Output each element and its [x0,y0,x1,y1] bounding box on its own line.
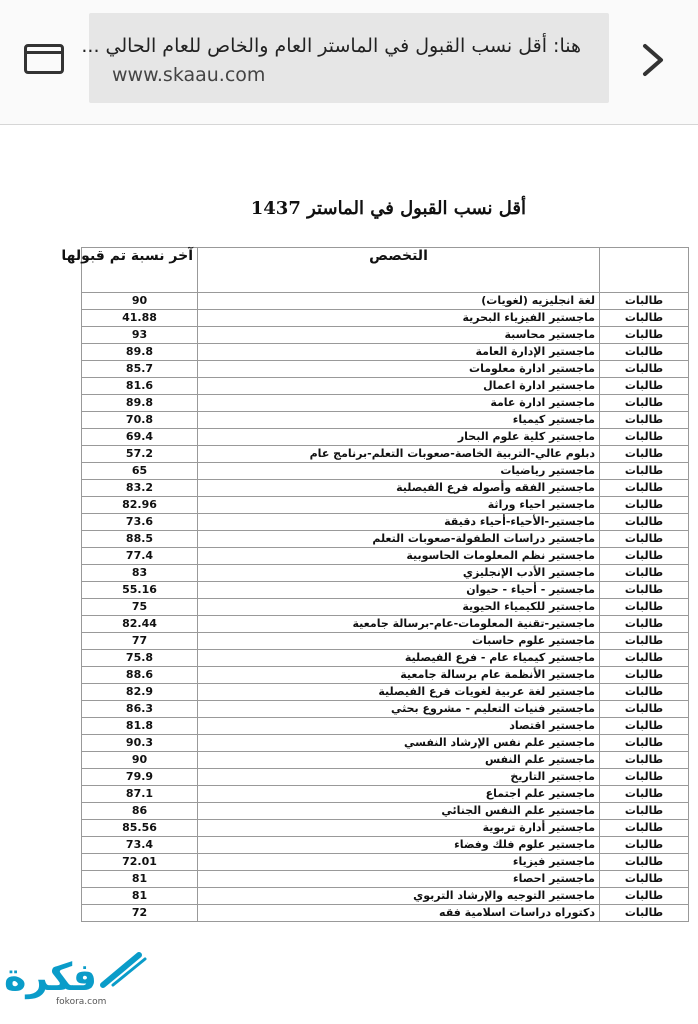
specialization-cell: ماجستير الإدارة العامة [198,344,600,361]
table-row [82,497,689,514]
browser-toolbar [0,0,698,125]
table-row [82,905,689,922]
category-cell: طالبات [600,769,689,786]
table-row [82,565,689,582]
category-cell: طالبات [600,463,689,480]
specialization-cell: ماجستير كلية علوم البحار [198,429,600,446]
table-row [82,344,689,361]
table-row [82,871,689,888]
table-row [82,803,689,820]
document-title: أقل نسب القبول في الماستر 1437 [250,198,526,219]
category-cell: طالبات [600,888,689,905]
percentage-cell: 82.96 [82,497,198,514]
category-cell: طالبات [600,735,689,752]
category-cell: طالبات [600,565,689,582]
category-cell: طالبات [600,667,689,684]
specialization-cell: ماجستير علوم حاسبات [198,633,600,650]
percentage-cell: 57.2 [82,446,198,463]
table-row [82,514,689,531]
fikra-logo [4,955,154,1015]
specialization-cell: ماجستير الأدب الإنجليزي [198,565,600,582]
table-row [82,599,689,616]
percentage-cell: 93 [82,327,198,344]
table-row [82,837,689,854]
percentage-cell: 82.9 [82,684,198,701]
table-row [82,361,689,378]
address-bar[interactable] [81,13,609,103]
percentage-cell: 77.4 [82,548,198,565]
percentage-cell: 89.8 [82,344,198,361]
percentage-cell: 82.44 [82,616,198,633]
category-cell: طالبات [600,650,689,667]
percentage-cell: 81 [82,871,198,888]
header-last-percentage: آخر نسبة تم قبولها [82,248,198,293]
category-cell: طالبات [600,446,689,463]
category-cell: طالبات [600,752,689,769]
percentage-cell: 88.6 [82,667,198,684]
specialization-cell: لغة انجليزيه (لغويات) [198,293,600,310]
specialization-cell: ماجستير علم النفس الجنائي [198,803,600,820]
category-cell: طالبات [600,820,689,837]
table-row [82,429,689,446]
specialization-cell: ماجستير علم نفس الإرشاد النفسي [198,735,600,752]
percentage-cell: 86 [82,803,198,820]
percentage-cell: 87.1 [82,786,198,803]
table-row [82,633,689,650]
table-row [82,888,689,905]
category-cell: طالبات [600,310,689,327]
table-row [82,531,689,548]
specialization-cell: ماجستير أدارة تربوية [198,820,600,837]
percentage-cell: 65 [82,463,198,480]
table-row [82,293,689,310]
percentage-cell: 75.8 [82,650,198,667]
table-row [82,786,689,803]
specialization-cell: ماجستير للكيمياء الحيوية [198,599,600,616]
table-row [82,820,689,837]
specialization-cell: ماجستير الفقه وأصوله فرع الفيصلية [198,480,600,497]
specialization-cell: ماجستير التوجيه والإرشاد التربوي [198,888,600,905]
category-cell: طالبات [600,548,689,565]
category-cell: طالبات [600,803,689,820]
table-row [82,735,689,752]
specialization-cell: ماجستير ادارة معلومات [198,361,600,378]
specialization-cell: ماجستير دراسات الطفولة-صعوبات التعلم [198,531,600,548]
percentage-cell: 69.4 [82,429,198,446]
specialization-cell: ماجستير كيمياء عام - فرع الفيصلية [198,650,600,667]
category-cell: طالبات [600,497,689,514]
category-cell: طالبات [600,480,689,497]
category-cell: طالبات [600,378,689,395]
table-row [82,854,689,871]
category-cell: طالبات [600,582,689,599]
specialization-cell: ماجستير-الأحياء-أحياء دقيقة [198,514,600,531]
specialization-cell: ماجستير لغة عربية لغويات فرع الفيصلية [198,684,600,701]
category-cell: طالبات [600,514,689,531]
category-cell: طالبات [600,293,689,310]
percentage-cell: 72.01 [82,854,198,871]
table-row [82,480,689,497]
specialization-cell: ماجستير احصاء [198,871,600,888]
specialization-cell: ماجستير رياضيات [198,463,600,480]
specialization-cell: ماجستير-تقنية المعلومات-عام-برسالة جامعية [198,616,600,633]
percentage-cell: 70.8 [82,412,198,429]
table-row [82,582,689,599]
percentage-cell: 86.3 [82,701,198,718]
table-row [82,412,689,429]
percentage-cell: 75 [82,599,198,616]
specialization-cell: دكتوراه دراسات اسلامية فقه [198,905,600,922]
specialization-cell: ماجستير التاريخ [198,769,600,786]
admission-table [61,247,689,922]
category-cell: طالبات [600,871,689,888]
watermark-text: فكرة [4,955,98,999]
percentage-cell: 81.6 [82,378,198,395]
percentage-cell: 41.88 [82,310,198,327]
category-cell: طالبات [600,429,689,446]
percentage-cell: 85.56 [82,820,198,837]
category-cell: طالبات [600,361,689,378]
percentage-cell: 90.3 [82,735,198,752]
category-cell: طالبات [600,395,689,412]
category-cell: طالبات [600,633,689,650]
specialization-cell: ماجستير فنيات التعليم - مشروع بحثي [198,701,600,718]
header-category [600,248,689,293]
url-text: www.skaau.com [112,64,266,86]
percentage-cell: 88.5 [82,531,198,548]
table-row [82,752,689,769]
percentage-cell: 85.7 [82,361,198,378]
specialization-cell: ماجستير فيزياء [198,854,600,871]
percentage-cell: 72 [82,905,198,922]
specialization-cell: ماجستير كيمياء [198,412,600,429]
category-cell: طالبات [600,905,689,922]
percentage-cell: 73.6 [82,514,198,531]
table-row [82,327,689,344]
percentage-cell: 83.2 [82,480,198,497]
table-row [82,650,689,667]
specialization-cell: ماجستير - أحياء - حيوان [198,582,600,599]
table-row [82,718,689,735]
table-row [82,616,689,633]
table-row [82,378,689,395]
percentage-cell: 77 [82,633,198,650]
table-row [82,701,689,718]
category-cell: طالبات [600,786,689,803]
category-cell: طالبات [600,718,689,735]
specialization-cell: ماجستير نظم المعلومات الحاسوبية [198,548,600,565]
specialization-cell: ماجستير علوم فلك وفضاء [198,837,600,854]
specialization-cell: ماجستير علم اجتماع [198,786,600,803]
category-cell: طالبات [600,599,689,616]
percentage-cell: 90 [82,752,198,769]
specialization-cell: ماجستير احياء وراثة [198,497,600,514]
table-row [82,548,689,565]
specialization-cell: ماجستير ادارة عامة [198,395,600,412]
table-row [82,446,689,463]
page-tab-title: هنا: أقل نسب القبول في الماستر العام والخاص للعام الحالي ... [81,35,581,57]
chevron-right-icon[interactable] [633,40,673,80]
percentage-cell: 81 [82,888,198,905]
percentage-cell: 89.8 [82,395,198,412]
percentage-cell: 83 [82,565,198,582]
category-cell: طالبات [600,531,689,548]
specialization-cell: ماجستير ادارة اعمال [198,378,600,395]
table-row [82,769,689,786]
table-row [82,684,689,701]
table-row [82,310,689,327]
pencil-logo-icon [99,949,159,989]
specialization-cell: ماجستير علم النفس [198,752,600,769]
category-cell: طالبات [600,684,689,701]
specialization-cell: دبلوم عالي-التربية الخاصة-صعوبات التعلم-برنامج عام [198,446,600,463]
table-row [82,395,689,412]
percentage-cell: 73.4 [82,837,198,854]
category-cell: طالبات [600,837,689,854]
specialization-cell: ماجستير محاسبة [198,327,600,344]
specialization-cell: ماجستير الأنظمة عام برسالة جامعية [198,667,600,684]
percentage-cell: 79.9 [82,769,198,786]
table-row [82,463,689,480]
category-cell: طالبات [600,327,689,344]
specialization-cell: ماجستير اقتصاد [198,718,600,735]
header-specialization: التخصص [198,248,600,293]
percentage-cell: 55.16 [82,582,198,599]
watermark-subtext: fokora.com [56,997,107,1007]
category-cell: طالبات [600,412,689,429]
table-header-row [82,248,689,293]
percentage-cell: 81.8 [82,718,198,735]
category-cell: طالبات [600,616,689,633]
table-row [82,667,689,684]
category-cell: طالبات [600,854,689,871]
tabs-icon[interactable] [24,44,64,74]
specialization-cell: ماجستير الفيزياء البحرية [198,310,600,327]
category-cell: طالبات [600,701,689,718]
category-cell: طالبات [600,344,689,361]
percentage-cell: 90 [82,293,198,310]
